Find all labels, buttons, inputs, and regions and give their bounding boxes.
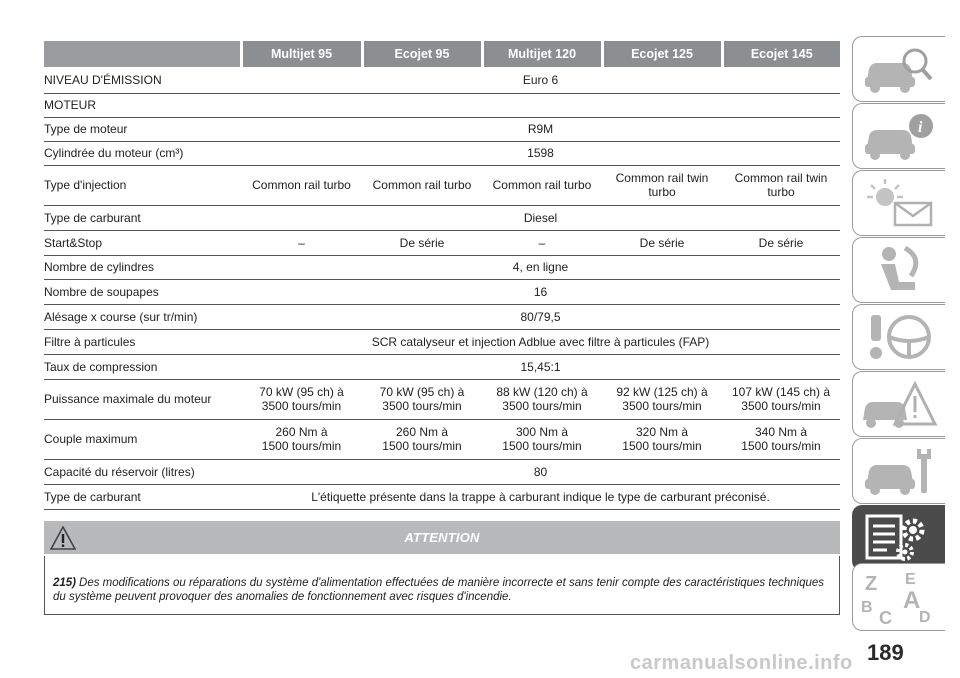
table-row: [44, 459, 840, 484]
attention-number: 215): [53, 577, 77, 589]
header-multijet-120: Multijet 120: [482, 41, 602, 67]
sidebar-tab-breakdown[interactable]: [852, 371, 945, 437]
table-row: [44, 205, 840, 230]
cell-value: Common rail turbo: [362, 165, 482, 205]
row-value: 1598: [241, 141, 840, 165]
index-letters-icon: [859, 568, 939, 626]
row-label: Nombre de cylindres: [44, 255, 241, 279]
row-label: Couple maximum: [44, 419, 241, 459]
sidebar-tab-warning-lights[interactable]: [852, 170, 945, 236]
row-value: 16: [241, 279, 840, 304]
cell-value: 92 kW (125 ch) à 3500 tours/min: [602, 379, 722, 419]
sidebar-tab-index[interactable]: [852, 563, 945, 631]
header-ecojet-125: Ecojet 125: [602, 41, 722, 67]
attention-body: [44, 556, 840, 615]
row-label: Alésage x course (sur tr/min): [44, 304, 241, 329]
attention-title: ATTENTION: [404, 530, 480, 545]
row-value: Diesel: [241, 205, 840, 230]
cell-value: De série: [362, 230, 482, 255]
table-row: [44, 255, 840, 279]
row-label: MOTEUR: [44, 93, 241, 117]
row-label: Filtre à particules: [44, 329, 241, 354]
row-label: Cylindrée du moteur (cm³): [44, 141, 241, 165]
table-row: [44, 141, 840, 165]
row-value: R9M: [241, 117, 840, 141]
cell-value: Common rail twin turbo: [602, 165, 722, 205]
cell-value: 260 Nm à 1500 tours/min: [362, 419, 482, 459]
table-row: [44, 165, 840, 205]
svg-text:i: i: [918, 119, 923, 136]
table-row: [44, 230, 840, 255]
airbag-seat-icon: [859, 242, 939, 298]
cell-value: 88 kW (120 ch) à 3500 tours/min: [482, 379, 602, 419]
breakdown-triangle-icon: [859, 376, 939, 432]
cell-value: 340 Nm à 1500 tours/min: [722, 419, 840, 459]
cell-value: 320 Nm à 1500 tours/min: [602, 419, 722, 459]
row-label: Nombre de soupapes: [44, 279, 241, 304]
row-label: Start&Stop: [44, 230, 241, 255]
svg-text:E: E: [905, 571, 916, 588]
table-row: [44, 67, 840, 93]
key-steering-icon: [859, 309, 939, 365]
row-label: Type d'injection: [44, 165, 241, 205]
row-label: Puissance maximale du moteur: [44, 379, 241, 419]
row-value: 80: [241, 459, 840, 484]
row-value: 4, en ligne: [241, 255, 840, 279]
table-row: [44, 93, 840, 117]
sidebar-tab-key-steering[interactable]: [852, 304, 945, 370]
table-row: [44, 484, 840, 509]
table-row: [44, 279, 840, 304]
page-number: 189: [867, 640, 904, 665]
car-search-icon: [859, 41, 939, 97]
attention-text: 215) Des modifications ou réparations du système d'alimentation effectuées de manière incorrecte et sans tenir compte des caractéristiques techniques du système peuvent provoquer des anomalies de fonctionnement avec risques d'incendie.: [53, 577, 825, 603]
sidebar-tab-car-info[interactable]: [852, 103, 945, 169]
svg-text:D: D: [919, 609, 931, 626]
cell-value: Common rail turbo: [241, 165, 362, 205]
sidebar-tab-specs[interactable]: [852, 505, 945, 571]
car-info-icon: [859, 108, 939, 164]
header-ecojet-95: Ecojet 95: [362, 41, 482, 67]
spec-table: [44, 41, 840, 510]
svg-text:B: B: [861, 599, 873, 616]
row-label: Taux de compression: [44, 354, 241, 379]
header-ecojet-145: Ecojet 145: [722, 41, 840, 67]
cell-value: De série: [722, 230, 840, 255]
table-row: [44, 304, 840, 329]
table-row: [44, 419, 840, 459]
specs-gear-icon: [859, 510, 939, 566]
row-label: Capacité du réservoir (litres): [44, 459, 241, 484]
cell-value: 300 Nm à 1500 tours/min: [482, 419, 602, 459]
cell-value: 70 kW (95 ch) à 3500 tours/min: [241, 379, 362, 419]
header-row: [44, 41, 840, 67]
cell-value: 107 kW (145 ch) à 3500 tours/min: [722, 379, 840, 419]
car-wrench-icon: [859, 443, 939, 499]
sidebar-tab-car-search[interactable]: [852, 36, 945, 102]
svg-text:C: C: [879, 608, 892, 626]
row-label: Type de carburant: [44, 205, 241, 230]
cell-value: 260 Nm à 1500 tours/min: [241, 419, 362, 459]
cell-value: 70 kW (95 ch) à 3500 tours/min: [362, 379, 482, 419]
row-value: SCR catalyseur et injection Adblue avec filtre à particules (FAP): [241, 329, 840, 354]
cell-value: Common rail twin turbo: [722, 165, 840, 205]
row-label: Type de moteur: [44, 117, 241, 141]
table-row: [44, 329, 840, 354]
svg-text:Z: Z: [865, 573, 878, 595]
footer-watermark: carmanualsonline.info: [630, 652, 853, 674]
table-row: [44, 117, 840, 141]
row-label: NIVEAU D'ÉMISSION: [44, 67, 241, 93]
cell-value: Common rail turbo: [482, 165, 602, 205]
table-row: [44, 379, 840, 419]
warning-lights-icon: [859, 175, 939, 231]
row-value: Euro 6: [241, 67, 840, 93]
sidebar-tab-airbag-seat[interactable]: [852, 237, 945, 303]
sidebar-tab-car-wrench[interactable]: [852, 438, 945, 504]
cell-value: De série: [602, 230, 722, 255]
row-value: L'étiquette présente dans la trappe à carburant indique le type de carburant préconisé.: [241, 484, 840, 509]
svg-text:A: A: [903, 587, 921, 614]
attention-header: [44, 521, 840, 554]
row-label: Type de carburant: [44, 484, 241, 509]
table-row: [44, 354, 840, 379]
cell-value: –: [241, 230, 362, 255]
header-blank: [44, 41, 241, 67]
cell-value: –: [482, 230, 602, 255]
row-value: 15,45:1: [241, 354, 840, 379]
row-value: 80/79,5: [241, 304, 840, 329]
header-multijet-95: Multijet 95: [241, 41, 362, 67]
